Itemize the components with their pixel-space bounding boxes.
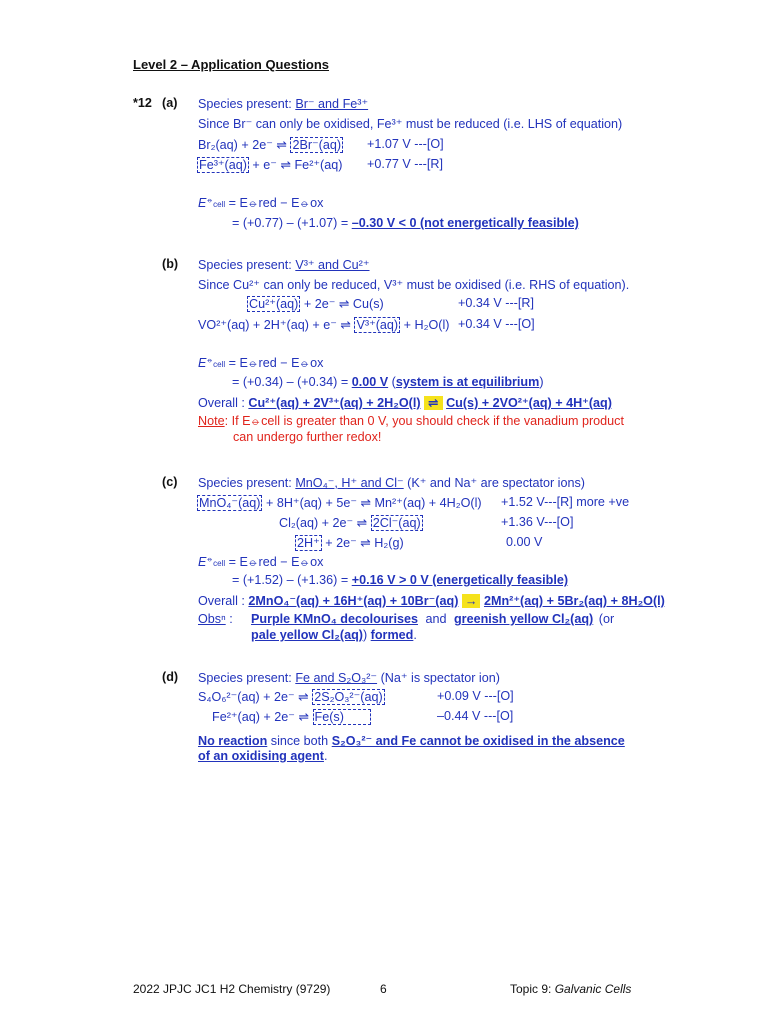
note-label: Note <box>198 414 225 428</box>
part-a-eq2-value: +0.77 V ---[R] <box>367 157 443 171</box>
part-d-species-line <box>198 670 500 685</box>
part-c-obs-line2 <box>251 628 417 642</box>
conclusion-bold-2: of an oxidising agent <box>198 749 324 763</box>
part-d-species: Fe and S₂O₃²⁻ <box>295 671 378 685</box>
overall-rhs: 2Mn²⁺(aq) + 5Br₂(aq) + 8H₂O(l) <box>483 594 665 608</box>
part-b-species-line <box>198 257 370 272</box>
part-c-species-line <box>198 475 585 490</box>
oxidised-species-box: 2Cl⁻(aq) <box>372 516 421 530</box>
species-note: (Na⁺ is spectator ion) <box>377 671 500 685</box>
eq-lhs: Br₂(aq) + 2e⁻ ⇌ <box>198 138 291 152</box>
part-d-eq2-value: –0.44 V ---[O] <box>437 709 514 723</box>
footer-right <box>510 982 631 996</box>
reaction-arrow-icon: → <box>462 594 481 608</box>
calc-text: = (+0.34) – (+0.34) = <box>232 375 352 389</box>
species-box: 2S₂O₃²⁻(aq) <box>314 690 383 704</box>
page-number: 6 <box>380 982 387 996</box>
equilibrium-arrow-icon: ⇌ <box>424 396 443 410</box>
eq-lhs: Fe²⁺(aq) + 2e⁻ ⇌ <box>212 710 313 724</box>
calc-text: = (+0.77) – (+1.07) = <box>232 216 352 230</box>
part-b-calc: = (+0.34) – (+0.34) = 0.00 V (system is at equilibrium) <box>232 375 544 389</box>
part-c-label: (c) <box>162 475 178 489</box>
part-a-calc <box>232 216 579 230</box>
part-c-calc <box>232 573 568 587</box>
conclusion-text: since both <box>267 734 332 748</box>
eq-rest: + 2e⁻ ⇌ Cu(s) <box>300 297 384 311</box>
eq-lhs: S₄O₆²⁻(aq) + 2e⁻ ⇌ <box>198 690 313 704</box>
oxidised-species-box: 2Br⁻(aq) <box>292 138 342 152</box>
part-c-obs-line1 <box>251 612 614 626</box>
eq-rest: + 2e⁻ ⇌ H₂(g) <box>321 536 404 550</box>
footer-left: 2022 JPJC JC1 H2 Chemistry (9729) <box>133 982 331 996</box>
species-box: 2H⁺ <box>297 536 320 550</box>
calc-text: = (+1.52) – (+1.36) = <box>232 573 352 587</box>
species-note: (K⁺ and Na⁺ are spectator ions) <box>403 476 585 490</box>
part-a-species: Br⁻ and Fe³⁺ <box>295 97 369 111</box>
part-b-note-2: can undergo further redox! <box>233 430 382 444</box>
observation-4: formed <box>370 628 414 642</box>
eq-rest: + e⁻ ⇌ Fe²⁺(aq) <box>248 158 343 172</box>
part-c-eq2 <box>279 515 423 530</box>
part-c-eq1 <box>197 495 482 510</box>
reduced-species-box: Cu²⁺(aq) <box>249 297 299 311</box>
part-c-eq2-value: +1.36 V---[O] <box>501 515 574 529</box>
part-c-species: MnO₄⁻, H⁺ and Cl⁻ <box>295 476 404 490</box>
part-c-result: +0.16 V > 0 V (energetically feasible) <box>351 573 569 587</box>
part-a-eq2 <box>197 157 342 172</box>
part-b-overall <box>198 395 612 410</box>
part-d-conclusion-1 <box>198 733 625 748</box>
observation-1: Purple KMnO₄ decolourises <box>251 612 418 626</box>
part-c-eq1-value: +1.52 V---[R] more +ve <box>501 495 630 509</box>
part-b-since: Since Cu²⁺ can only be reduced, V³⁺ must be oxidised (i.e. RHS of equation). <box>198 278 630 292</box>
reduced-species-box: Fe³⁺(aq) <box>199 158 247 172</box>
part-d-eq1-value: +0.09 V ---[O] <box>437 689 514 703</box>
eq-lhs: VO²⁺(aq) + 2H⁺(aq) + e⁻ ⇌ <box>198 318 355 332</box>
part-a-result: –0.30 V < 0 (not energetically feasible) <box>351 216 579 230</box>
footer-topic-name: Galvanic Cells <box>554 982 632 996</box>
observation-2: greenish yellow Cl₂(aq) <box>453 612 594 626</box>
part-b-note <box>198 414 624 429</box>
question-number: *12 <box>133 96 152 110</box>
reduced-species-box: MnO₄⁻(aq) <box>199 496 261 510</box>
eq-rest: + 8H⁺(aq) + 5e⁻ ⇌ Mn²⁺(aq) + 4H₂O(l) <box>262 496 482 510</box>
obs-and: and <box>421 612 450 626</box>
no-reaction: No reaction <box>198 734 268 748</box>
footer-topic-prefix: Topic 9: <box>510 982 555 996</box>
obs-or: (or <box>595 612 615 626</box>
ecell-formula: = E⦵red − E⦵ox <box>228 196 324 210</box>
part-d-conclusion-2 <box>198 749 327 763</box>
part-b-label: (b) <box>162 257 179 271</box>
note-text: : If E⦵cell is greater than 0 V, you should check if the vanadium product <box>224 414 624 428</box>
part-a-since: Since Br⁻ can only be oxidised, Fe³⁺ must be reduced (i.e. LHS of equation) <box>198 117 623 131</box>
part-c-overall <box>198 593 665 608</box>
obs-label: Obsⁿ <box>198 612 226 626</box>
part-d-eq1 <box>198 689 385 704</box>
ecell-formula: = E⦵red − E⦵ox <box>228 555 324 569</box>
overall-lhs: 2MnO₄⁻(aq) + 16H⁺(aq) + 10Br⁻(aq) <box>248 594 459 608</box>
species-prefix: Species present: <box>198 671 296 685</box>
part-b-eq1-value: +0.34 V ---[R] <box>458 296 534 310</box>
part-b-ecell-def: E⦵cell = E⦵red − E⦵ox <box>198 354 324 370</box>
ecell-formula: = E⦵red − E⦵ox <box>228 356 324 370</box>
overall-label: Overall : <box>198 396 249 410</box>
part-b-eq1 <box>247 296 384 311</box>
part-a-eq1-value: +1.07 V ---[O] <box>367 137 444 151</box>
conclusion-bold: S₂O₃²⁻ and Fe cannot be oxidised in the absence <box>331 734 625 748</box>
part-a-eq1 <box>198 137 343 152</box>
part-b-eq2 <box>198 317 449 332</box>
part-b-eq2-value: +0.34 V ---[O] <box>458 317 535 331</box>
oxidised-species-box: V³⁺(aq) <box>356 318 399 332</box>
part-a-ecell-def: E⦵cell = E⦵red − E⦵ox <box>198 194 324 210</box>
species-box: Fe(s) <box>313 709 371 725</box>
part-c-eq3-value: 0.00 V <box>506 535 543 549</box>
obs-colon: : <box>225 612 233 626</box>
observation-3: pale yellow Cl₂(aq) <box>251 628 363 642</box>
overall-lhs: Cu²⁺(aq) + 2V³⁺(aq) + 2H₂O(l) <box>248 396 421 410</box>
overall-rhs: Cu(s) + 2VO²⁺(aq) + 4H⁺(aq) <box>446 396 612 410</box>
overall-label: Overall : <box>198 594 249 608</box>
page-heading: Level 2 – Application Questions <box>133 57 330 72</box>
species-prefix: Species present: <box>198 476 296 490</box>
part-c-eq3 <box>295 535 404 550</box>
part-a-label: (a) <box>162 96 178 110</box>
obs-close: ) <box>362 628 371 642</box>
eq-lhs: Cl₂(aq) + 2e⁻ ⇌ <box>279 516 371 530</box>
part-b-species: V³⁺ and Cu²⁺ <box>295 258 370 272</box>
part-b-result-note: system is at equilibrium <box>395 375 540 389</box>
part-d-label: (d) <box>162 670 179 684</box>
eq-rest: + H₂O(l) <box>400 318 450 332</box>
part-a-species-line <box>198 96 368 111</box>
species-prefix: Species present: <box>198 258 296 272</box>
species-prefix: Species present: <box>198 97 296 111</box>
part-c-ecell-def: E⦵cell = E⦵red − E⦵ox <box>198 553 324 569</box>
part-d-eq2 <box>212 709 371 724</box>
obs-end: . <box>413 628 417 642</box>
conclusion-end: . <box>323 749 328 763</box>
part-b-result: 0.00 V <box>351 375 389 389</box>
part-c-obs-label <box>198 612 233 626</box>
